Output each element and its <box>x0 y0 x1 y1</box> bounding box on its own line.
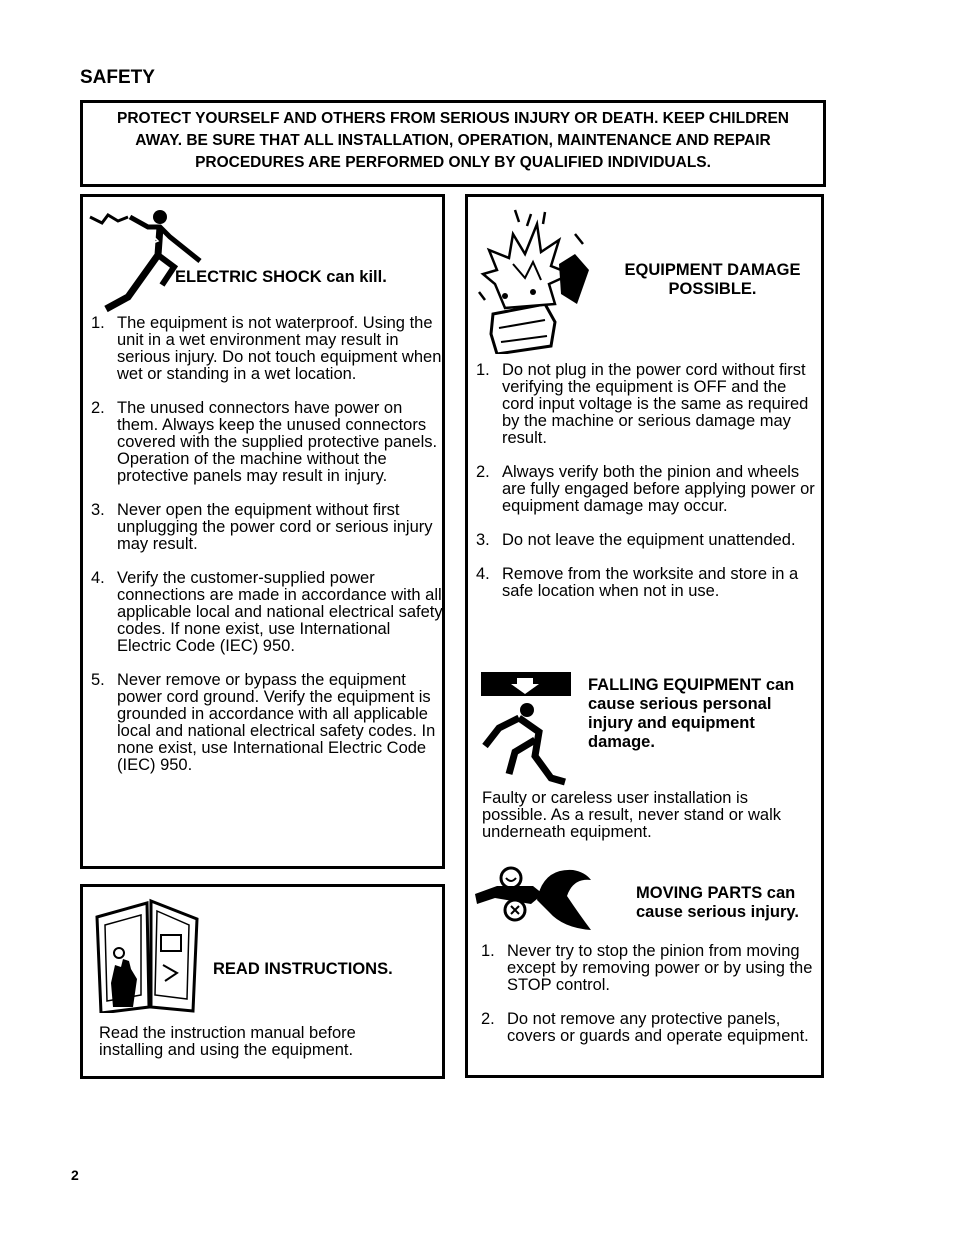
list-item: 1. Do not plug in the power cord without first verifying the equipment is OFF and the cord input voltage is the same as required by the machine or serious damage may result. <box>476 361 809 447</box>
list-item: 4. Remove from the worksite and store in a safe location when not in use. <box>476 565 799 600</box>
list-item: 2. Do not remove any protective panels, covers or guards and operate equipment. <box>481 1010 809 1045</box>
equipment-damage-list <box>476 362 821 617</box>
list-item: 4. Verify the customer-supplied power connections are made in accordance with all applicable local and national electrical safety codes. If none exist, use International Electric Code (IEC) 950. <box>91 569 443 655</box>
explosion-icon <box>475 204 595 354</box>
falling-equipment-heading: FALLING EQUIPMENT can cause serious personal injury and equipment damage. <box>588 676 795 751</box>
moving-parts-icon <box>473 864 595 932</box>
list-item: 1. Never try to stop the pinion from moving except by removing power or by using the STOP control. <box>481 942 813 994</box>
list-item: 1. The equipment is not waterproof. Using the unit in a wet environment may result in serious injury. Do not touch equipment when wet or standing in a wet location. <box>91 314 442 383</box>
read-instructions-heading: READ INSTRUCTIONS. <box>213 960 393 978</box>
list-item: 2. The unused connectors have power on them. Always keep the unused connectors covered with the supplied protective panels. Operation of the machine without the protective panels may result in injury. <box>91 399 438 485</box>
safety-banner <box>80 100 826 187</box>
electric-shock-icon <box>88 205 208 313</box>
electric-shock-box <box>80 194 445 869</box>
moving-parts-heading: MOVING PARTS can cause serious injury. <box>636 884 799 921</box>
read-instructions-text: Read the instruction manual before installing and using the equipment. <box>99 1024 356 1059</box>
page-title: SAFETY <box>80 67 155 88</box>
manual-icon <box>93 895 205 1013</box>
read-instructions-box <box>80 884 445 1079</box>
falling-equipment-text: Faulty or careless user installation is possible. As a result, never stand or walk underneath equipment. <box>482 789 781 841</box>
electric-shock-heading: ELECTRIC SHOCK can kill. <box>175 268 387 286</box>
moving-parts-list <box>481 943 821 1062</box>
banner-text: PROTECT YOURSELF AND OTHERS FROM SERIOUS INJURY OR DEATH. KEEP CHILDREN AWAY. BE SURE THAT ALL INSTALLATION, OPERATION, MAINTENANCE AND REPAIR PROCEDURES ARE PERFORMED ONLY BY QUALIFIED INDIVIDUALS. <box>116 110 790 171</box>
list-item: 3. Never open the equipment without first unplugging the power cord or serious injury may result. <box>91 501 433 553</box>
falling-object-icon <box>479 670 575 786</box>
equipment-damage-heading: EQUIPMENT DAMAGE POSSIBLE. <box>624 261 801 298</box>
list-item: 5. Never remove or bypass the equipment power cord ground. Verify the equipment is grounded in accordance with all applicable local and national electrical safety codes. In none exist, use International Electric Code (IEC) 950. <box>91 671 436 774</box>
electric-shock-list <box>91 315 443 791</box>
page-number: 2 <box>71 1167 79 1183</box>
list-item: 3. Do not leave the equipment unattended. <box>476 531 796 549</box>
list-item: 2. Always verify both the pinion and wheels are fully engaged before applying power or equipment damage may occur. <box>476 463 815 515</box>
equipment-box <box>465 194 824 1078</box>
